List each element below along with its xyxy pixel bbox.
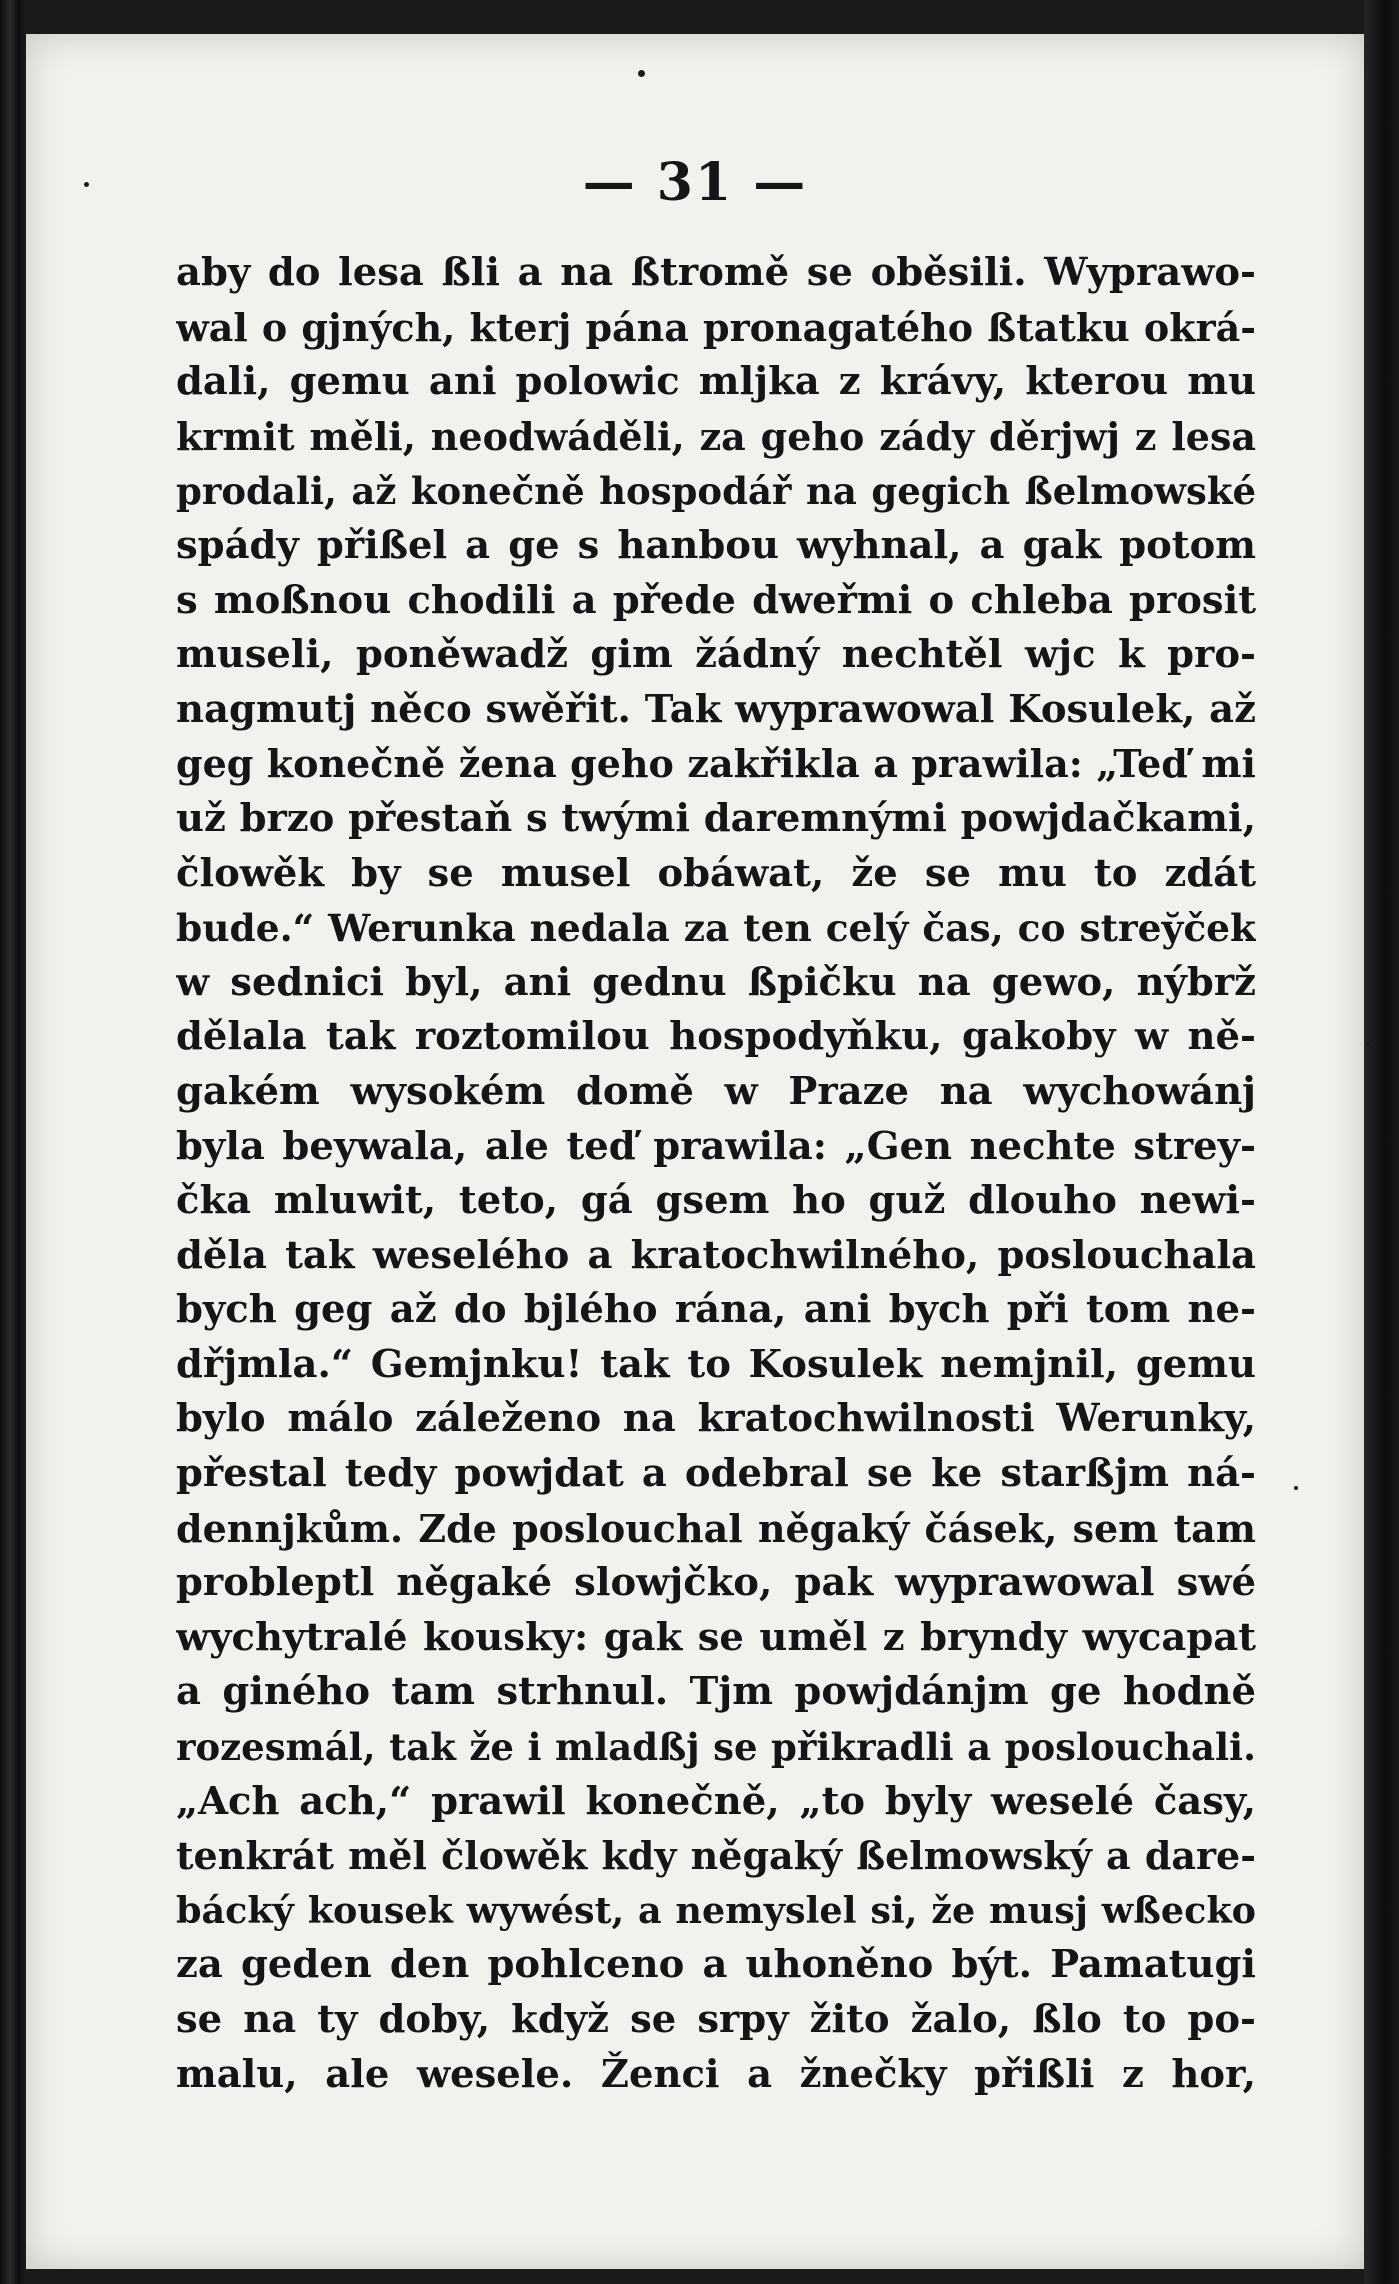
text-line: a giného tam strhnul. Tjm powjdánjm ge hodně bbox=[176, 1669, 1256, 1715]
text-line: krmit měli, neodwáděli, za geho zády děrjwj z lesa bbox=[176, 413, 1256, 459]
text-line: byla beywala, ale teď prawila: „Gen nechte strey- bbox=[176, 1123, 1256, 1169]
text-line: dřjmla.“ Gemjnku! tak to Kosulek nemjnil, gemu bbox=[176, 1341, 1256, 1387]
binding-edge-left bbox=[0, 0, 26, 2284]
text-line: „Ach ach,“ prawil konečně, „to byly weselé časy, bbox=[176, 1778, 1256, 1824]
text-line: museli, poněwadž gim žádný nechtěl wjc k pro- bbox=[176, 632, 1256, 678]
text-line: dělala tak roztomilou hospodyňku, gakoby w ně- bbox=[176, 1014, 1256, 1060]
text-line: aby do lesa ßli a na ßtromě se oběsili. Wyprawo- bbox=[176, 250, 1256, 295]
text-line: gakém wysokém domě w Praze na wychowánj bbox=[176, 1068, 1256, 1114]
text-line: w sednici byl, ani gednu ßpičku na gewo, nýbrž bbox=[176, 959, 1256, 1005]
text-line: děla tak weselého a kratochwilného, poslouchala bbox=[176, 1232, 1256, 1278]
text-line: malu, ale wesele. Ženci a žnečky přißli z hor, bbox=[176, 2051, 1256, 2097]
text-line: dennjkům. Zde poslouchal něgaký čásek, sem tam bbox=[176, 1505, 1256, 1551]
page-number: — 31 — bbox=[582, 152, 808, 213]
paper-page bbox=[26, 34, 1364, 2269]
text-line: s moßnou chodili a přede dweřmi o chleba prosit bbox=[176, 577, 1256, 623]
text-line: wychytralé kousky: gak se uměl z bryndy wycapat bbox=[176, 1614, 1256, 1660]
text-line: nagmutj něco swěřit. Tak wyprawowal Kosulek, až bbox=[176, 686, 1256, 732]
text-line: bych geg až do bjlého rána, ani bych při tom ne- bbox=[176, 1287, 1256, 1333]
ink-speck bbox=[84, 182, 89, 187]
text-line: bácký kousek wywést, a nemyslel si, že musj wßecko bbox=[176, 1888, 1256, 1932]
ink-speck bbox=[1366, 1042, 1370, 1046]
text-line: se na ty doby, když se srpy žito žalo, ßlo to po- bbox=[176, 1997, 1256, 2042]
text-line: spády přißel a ge s hanbou wyhnal, a gak potom bbox=[176, 522, 1256, 568]
text-line: čka mluwit, teto, gá gsem ho guž dlouho newi- bbox=[176, 1178, 1256, 1224]
text-line: prodali, až konečně hospodář na gegich ßelmowské bbox=[176, 469, 1256, 514]
text-line: dali, gemu ani polowic mljka z krávy, kterou mu bbox=[176, 359, 1256, 405]
text-line: tenkrát měl člowěk kdy něgaký ßelmowský a dare- bbox=[176, 1833, 1256, 1879]
ink-speck bbox=[1294, 1486, 1298, 1490]
ink-speck bbox=[638, 70, 645, 77]
text-line: geg konečně žena geho zakřikla a prawila: „Teď mi bbox=[176, 741, 1256, 787]
text-line: člowěk by se musel obáwat, že se mu to zdát bbox=[176, 850, 1256, 896]
book-edge-right bbox=[1364, 0, 1399, 2284]
text-line: už brzo přestaň s twými daremnými powjdačkami, bbox=[176, 795, 1256, 841]
body-text bbox=[176, 246, 1256, 2102]
text-line: za geden den pohlceno a uhoněno být. Pamatugi bbox=[176, 1942, 1256, 1988]
text-line: wal o gjných, kterj pána pronagatého ßtatku okrá- bbox=[176, 304, 1256, 350]
text-line: bude.“ Werunka nedala za ten celý čas, co strey̆ček bbox=[176, 906, 1256, 951]
text-line: rozesmál, tak že i mladßj se přikradli a poslouchali. bbox=[176, 1725, 1256, 1770]
text-line: probleptl něgaké slowjčko, pak wyprawowal swé bbox=[176, 1560, 1256, 1606]
text-line: přestal tedy powjdat a odebral se ke starßjm ná- bbox=[176, 1451, 1256, 1497]
text-line: bylo málo záleženo na kratochwilnosti Werunky, bbox=[176, 1396, 1256, 1442]
